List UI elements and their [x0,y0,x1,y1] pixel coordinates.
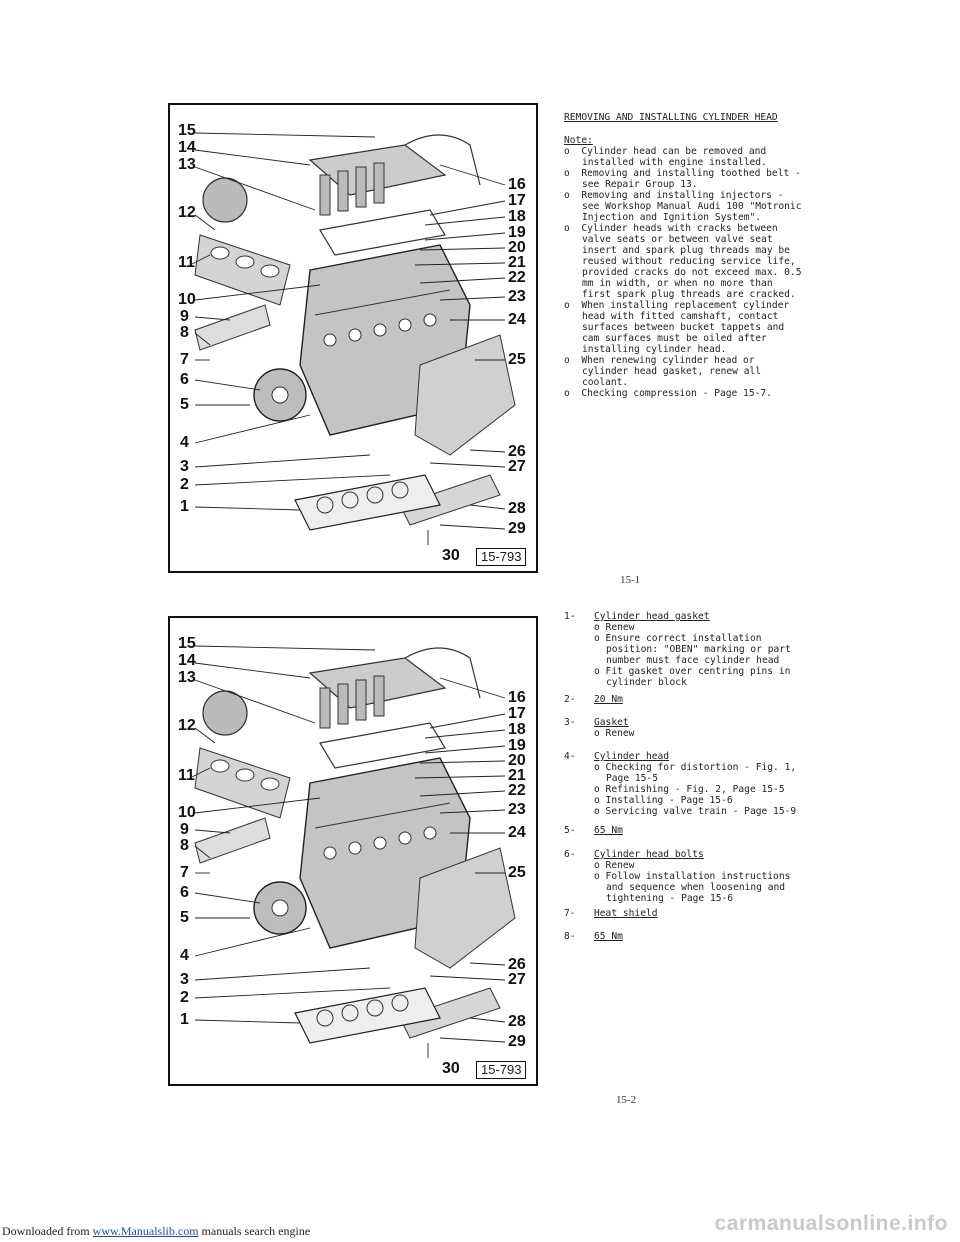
page1-text [564,112,808,399]
item-title: Cylinder head bolts [594,849,704,860]
item-sub: o Fit gasket over centring pins in cylinder block [594,666,791,688]
footer-prefix: Downloaded from [2,1224,93,1238]
parts-legend [564,611,814,1011]
callout-20: 20 [508,239,526,256]
callout-28: 28 [508,1013,526,1030]
manualslib-link[interactable]: www.Manualslib.com [92,1224,199,1238]
item-sub: o Refinishing - Fig. 2, Page 15-5 [594,784,785,795]
callout-27: 27 [508,971,526,988]
callout-12: 12 [178,204,196,221]
callout-14: 14 [178,139,196,156]
callout-10: 10 [178,804,196,821]
callout-16: 16 [508,689,526,706]
item-sub: o Renew [594,622,635,633]
figure-reference: 15-793 [476,1061,526,1079]
note-item: o When renewing cylinder head or cylinder head gasket, renew all coolant. [564,355,767,388]
note-item: o Removing and installing injectors - see Workshop Manual Audi 100 "Motronic Injection and Ignition System". [564,190,808,223]
callout-17: 17 [508,192,526,209]
item-sub: o Ensure correct installation position: "OBEN" marking or part number must face cylinder head [594,633,791,666]
callout-2: 2 [180,476,189,493]
callout-19: 19 [508,737,526,754]
item-sub: o Follow installation instructions and sequence when loosening and tightening - Page 15-6 [594,871,791,904]
note-item: o Cylinder heads with cracks between valve seats or between valve seat insert and spark plug threads may be reused without reducing service life, provided cracks do not exceed max. 0.5 mm in width, or when no more than first spark plug threads are cracked. [564,223,808,300]
figure-reference: 15-793 [476,548,526,566]
callout-1: 1 [180,498,189,515]
item-number: 8- [564,931,576,942]
callout-8: 8 [180,837,189,854]
callout-28: 28 [508,500,526,517]
item-number: 7- [564,908,576,919]
site-watermark: carmanualsonline.info [714,1212,948,1235]
callout-12: 12 [178,717,196,734]
engine-drawing-bottom [170,618,536,1084]
callout-11: 11 [178,254,195,271]
callout-4: 4 [180,947,189,964]
item-title: Cylinder head gasket [594,611,710,622]
callout-18: 18 [508,721,526,738]
callout-23: 23 [508,288,526,305]
notes-list [564,146,808,399]
item-sub: o Servicing valve train - Page 15-9 [594,806,797,817]
callout-4: 4 [180,434,189,451]
callout-2: 2 [180,989,189,1006]
download-footer [2,1224,310,1239]
page-number-1: 15-1 [620,574,641,586]
callout-20: 20 [508,752,526,769]
exploded-diagram-bottom [168,616,538,1086]
item-number: 2- [564,694,576,705]
callout-24: 24 [508,311,526,328]
callout-15: 15 [178,635,196,652]
callout-14: 14 [178,652,196,669]
item-title: Gasket [594,717,629,728]
callout-1: 1 [180,1011,189,1028]
callout-10: 10 [178,291,196,308]
callout-18: 18 [508,208,526,225]
item-number: 1- [564,611,576,622]
callout-16: 16 [508,176,526,193]
callout-15: 15 [178,122,196,139]
item-sub: o Checking for distortion - Fig. 1, Page 15-5 [594,762,797,784]
item-sub: o Renew [594,728,635,739]
item-number: 6- [564,849,576,860]
item-number: 5- [564,825,576,836]
item-title: Cylinder head [594,751,670,762]
callout-29: 29 [508,520,526,537]
callout-13: 13 [178,156,196,173]
engine-drawing-top [170,105,536,571]
callout-30: 30 [442,1060,460,1077]
callout-26: 26 [508,956,526,973]
callout-6: 6 [180,371,189,388]
note-label: Note: [564,135,593,146]
item-title: 65 Nm [594,931,623,942]
item-title: 20 Nm [594,694,623,705]
callout-13: 13 [178,669,196,686]
callout-17: 17 [508,705,526,722]
callout-27: 27 [508,458,526,475]
page-number-2: 15-2 [616,1094,637,1106]
callout-7: 7 [180,864,189,881]
callout-25: 25 [508,351,526,368]
item-sub: o Renew [594,860,635,871]
footer-suffix: manuals search engine [198,1224,311,1238]
callout-29: 29 [508,1033,526,1050]
callout-23: 23 [508,801,526,818]
exploded-diagram-top [168,103,538,573]
callout-6: 6 [180,884,189,901]
note-item: o Cylinder head can be removed and installed with engine installed. [564,146,772,168]
callout-8: 8 [180,324,189,341]
callout-7: 7 [180,351,189,368]
callout-3: 3 [180,971,189,988]
callout-5: 5 [180,909,189,926]
callout-19: 19 [508,224,526,241]
callout-25: 25 [508,864,526,881]
callout-21: 21 [508,767,526,784]
callout-11: 11 [178,767,195,784]
callout-9: 9 [180,308,189,325]
callout-9: 9 [180,821,189,838]
item-title: Heat shield [594,908,658,919]
item-number: 4- [564,751,576,762]
item-title: 65 Nm [594,825,623,836]
section-heading: REMOVING AND INSTALLING CYLINDER HEAD [564,112,778,123]
callout-24: 24 [508,824,526,841]
callout-3: 3 [180,458,189,475]
callout-22: 22 [508,269,526,286]
callout-22: 22 [508,782,526,799]
note-item: o Checking compression - Page 15-7. [564,388,772,399]
item-number: 3- [564,717,576,728]
callout-21: 21 [508,254,526,271]
note-item: o Removing and installing toothed belt - see Repair Group 13. [564,168,807,190]
callout-26: 26 [508,443,526,460]
callout-5: 5 [180,396,189,413]
callout-30: 30 [442,547,460,564]
item-sub: o Installing - Page 15-6 [594,795,733,806]
note-item: o When installing replacement cylinder head with fitted camshaft, contact surfaces between bucket tappets and cam surfaces must be oiled after installing cylinder head. [564,300,796,355]
